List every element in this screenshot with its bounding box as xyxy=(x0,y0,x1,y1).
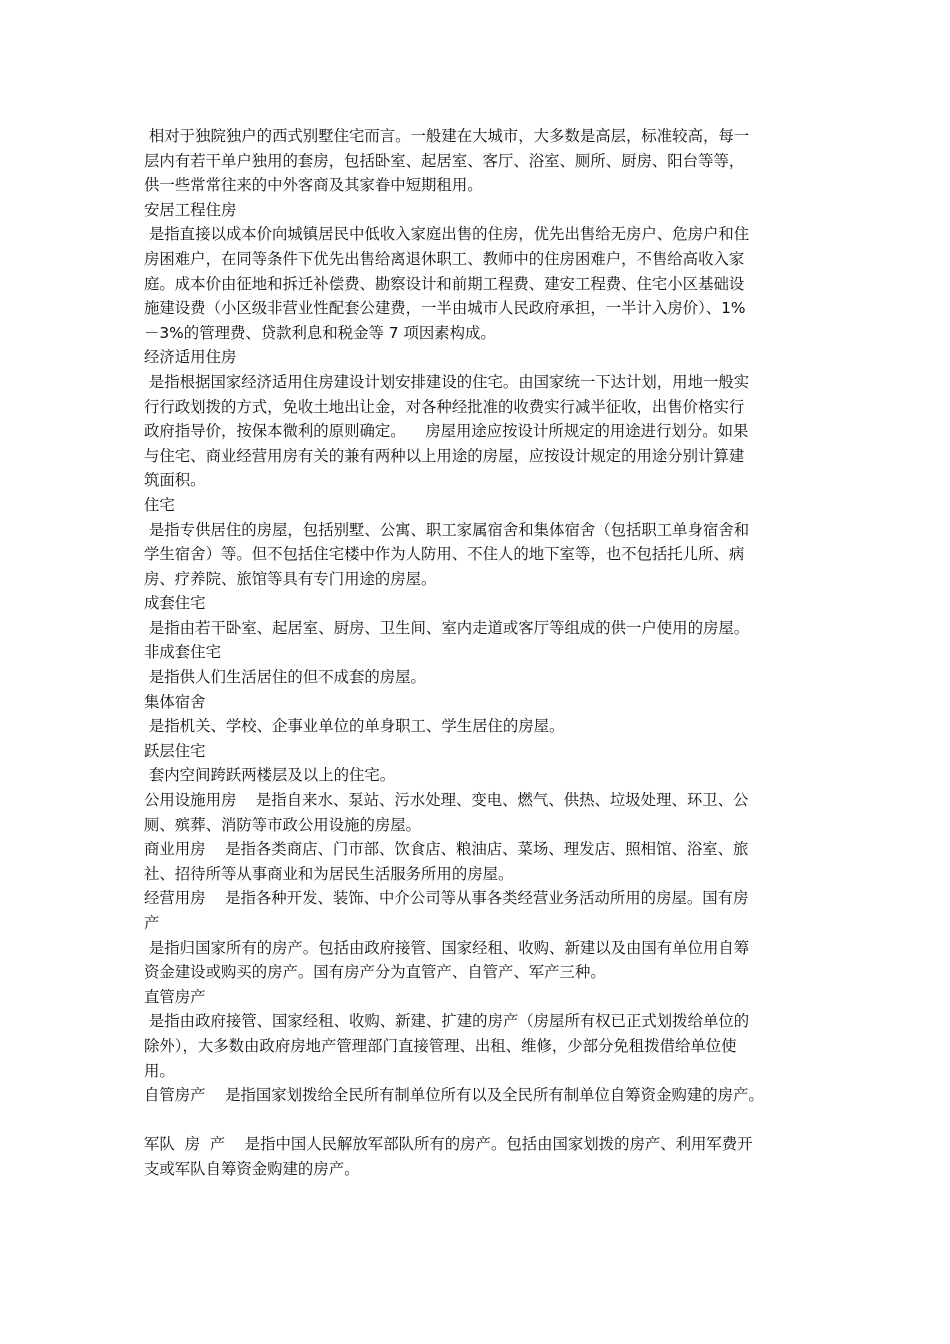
text-line: 相对于独院独户的西式别墅住宅而言。一般建在大城市，大多数是高层，标准较高，每一 xyxy=(144,127,750,145)
text-line: 是指根据国家经济适用住房建设计划安排建设的住宅。由国家统一下达计划，用地一般实 xyxy=(144,372,750,391)
document-body xyxy=(144,124,812,1182)
text-line: 供一些常常往来的中外客商及其家眷中短期租用。 xyxy=(144,176,483,195)
text-line: 政府指导价，按保本微利的原则确定。 房屋用途应按设计所规定的用途进行划分。如果 xyxy=(144,422,749,441)
text-line: 是指由若干卧室、起居室、厨房、卫生间、室内走道或客厅等组成的供一户使用的房屋。 xyxy=(144,618,750,637)
text-line: －3%的管理费、贷款利息和税金等 7 项因素构成。 xyxy=(144,323,496,342)
text-line: 学生宿舍）等。但不包括住宅楼中作为人防用、不住人的地下室等，也不包括托儿所、病 xyxy=(144,545,745,564)
text-line: 产 xyxy=(144,914,160,932)
section-heading: 住宅 xyxy=(144,495,175,514)
text-line: 筑面积。 xyxy=(144,471,206,490)
text-line: 是指归国家所有的房产。包括由政府接管、国家经租、收购、新建以及由国有单位用自筹 xyxy=(144,938,750,957)
text-line: 自管房产 是指国家划拨给全民所有制单位所有以及全民所有制单位自筹资金购建的房产。 xyxy=(144,1086,764,1105)
text-line: 是指供人们生活居住的但不成套的房屋。 xyxy=(144,668,426,687)
blank-line xyxy=(144,1108,812,1133)
section-heading: 非成套住宅 xyxy=(144,643,221,662)
text-line: 是指专供居住的房屋，包括别墅、公寓、职工家属宿舍和集体宿舍（包括职工单身宿舍和 xyxy=(144,520,750,539)
text-line: 是指由政府接管、国家经租、收购、新建、扩建的房产（房屋所有权已正式划拨给单位的 xyxy=(144,1012,750,1031)
text-line: 庭。成本价由征地和拆迁补偿费、勘察设计和前期工程费、建安工程费、住宅小区基础设 xyxy=(144,274,745,293)
section-heading: 经济适用住房 xyxy=(144,348,237,367)
text-line: 是指机关、学校、企事业单位的单身职工、学生居住的房屋。 xyxy=(144,717,565,736)
text-line: 层内有若干单户独用的套房，包括卧室、起居室、客厅、浴室、厕所、厨房、阳台等等， xyxy=(144,151,745,170)
text-line: 资金建设或购买的房产。国有房产分为直管产、自管产、军产三种。 xyxy=(144,963,606,982)
text-line: 社、招待所等从事商业和为居民生活服务所用的房屋。 xyxy=(144,864,514,883)
section-heading: 集体宿舍 xyxy=(144,692,206,711)
text-line: 房困难户，在同等条件下优先出售给离退休职工、教师中的住房困难户，不售给高收入家 xyxy=(144,249,745,268)
text-line: 厕、殡葬、消防等市政公用设施的房屋。 xyxy=(144,815,422,834)
section-heading: 直管房产 xyxy=(144,987,206,1006)
text-line: 军队 房 产 是指中国人民解放军部队所有的房产。包括由国家划拨的房产、利用军费开 xyxy=(144,1135,753,1154)
text-line: 除外），大多数由政府房地产管理部门直接管理、出租、维修，少部分免租拨借给单位使 xyxy=(144,1036,737,1055)
section-heading: 安居工程住房 xyxy=(144,200,237,219)
text-line: 是指直接以成本价向城镇居民中低收入家庭出售的住房，优先出售给无房户、危房户和住 xyxy=(144,225,750,244)
text-line: 商业用房 是指各类商店、门市部、饮食店、粮油店、菜场、理发店、照相馆、浴室、旅 xyxy=(144,840,749,859)
text-line: 支或军队自筹资金购建的房产。 xyxy=(144,1159,360,1178)
text-line: 用。 xyxy=(144,1061,175,1080)
section-heading: 跃层住宅 xyxy=(144,741,206,760)
text-line: 经营用房 是指各种开发、装饰、中介公司等从事各类经营业务活动所用的房屋。国有房 xyxy=(144,889,749,908)
text-line: 施建设费（小区级非营业性配套公建费，一半由城市人民政府承担，一半计入房价）、1% xyxy=(144,299,746,318)
text-line: 房、疗养院、旅馆等具有专门用途的房屋。 xyxy=(144,569,437,588)
text-line: 套内空间跨跃两楼层及以上的住宅。 xyxy=(144,766,396,785)
text-line: 与住宅、商业经营用房有关的兼有两种以上用途的房屋，应按设计规定的用途分别计算建 xyxy=(144,446,745,465)
text-line: 公用设施用房 是指自来水、泵站、污水处理、变电、燃气、供热、垃圾处理、环卫、公 xyxy=(144,791,749,810)
text-line: 行行政划拨的方式，免收土地出让金，对各种经批准的收费实行减半征收，出售价格实行 xyxy=(144,397,745,416)
section-heading: 成套住宅 xyxy=(144,594,206,613)
